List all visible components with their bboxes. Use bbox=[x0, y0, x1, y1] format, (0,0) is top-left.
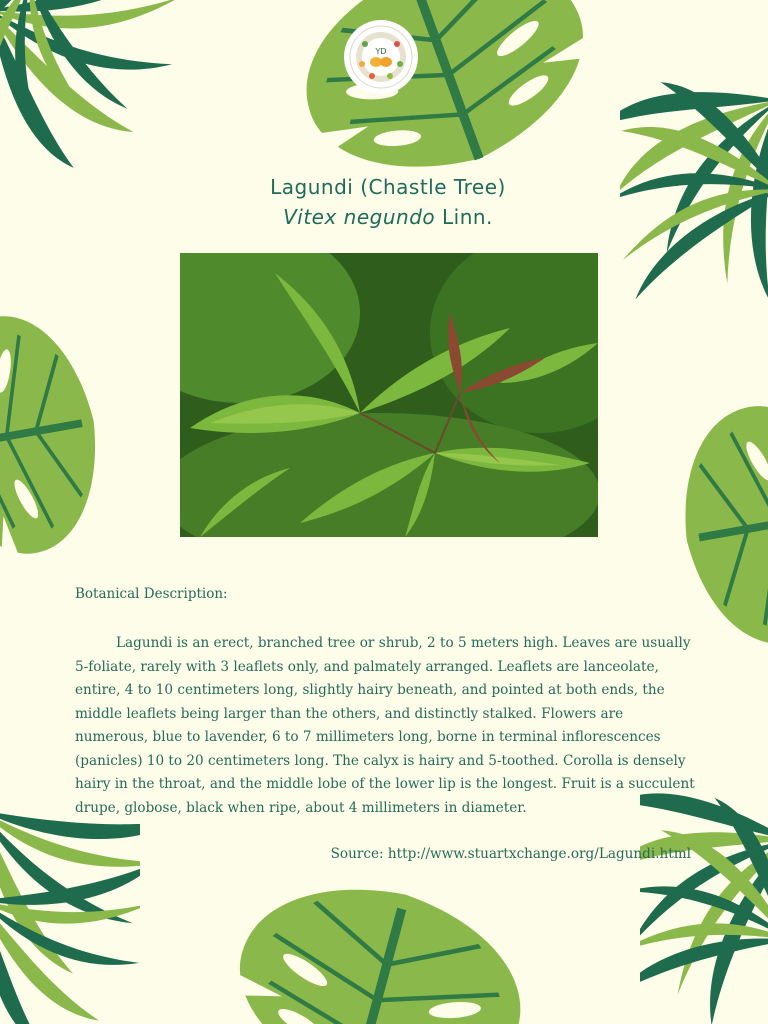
monstera-leaf-bottom-decoration bbox=[230, 860, 530, 1024]
plant-photo-icon bbox=[180, 253, 598, 537]
lagundi-plant-photo bbox=[180, 253, 598, 537]
page-title bbox=[0, 172, 768, 232]
brand-logo bbox=[346, 22, 416, 92]
monstera-leaf-left-decoration bbox=[0, 300, 130, 580]
common-name: Lagundi (Chastle Tree) bbox=[270, 175, 506, 199]
scientific-name bbox=[0, 202, 768, 232]
logo-initials: YD bbox=[375, 47, 387, 56]
source-citation: Source: http://www.stuartxchange.org/Lagundi.html bbox=[330, 846, 691, 862]
monstera-leaf-right-decoration bbox=[655, 390, 768, 670]
logo-emblem-icon bbox=[348, 24, 414, 90]
scientific-name-italic: Vitex negundo bbox=[283, 205, 436, 229]
section-heading: Botanical Description: bbox=[75, 586, 228, 602]
botanical-description: Lagundi is an erect, branched tree or shrub, 2 to 5 meters high. Leaves are usually 5-foliate, rarely with 3 leaflets only, and palmately arranged. Leaflets are lanceolate, entire, 4 to 10 centimeters long, slightly hairy beneath, and pointed at both ends, the middle leaflets being larger than the others, and distinctly stalked. Flowers are numerous, blue to lavender, 6 to 7 millimeters long, borne in terminal inflorescences (panicles) 10 to 20 centimeters long. The calyx is hairy and 5-toothed. Corolla is densely hairy in the throat, and the middle lobe of the lower lip is the longest. Fruit is a succulent drupe, globose, black when ripe, about 4 millimeters in diameter. bbox=[75, 635, 695, 816]
scientific-name-author: Linn. bbox=[435, 205, 493, 229]
monstera-leaf-top-decoration bbox=[285, 0, 605, 180]
